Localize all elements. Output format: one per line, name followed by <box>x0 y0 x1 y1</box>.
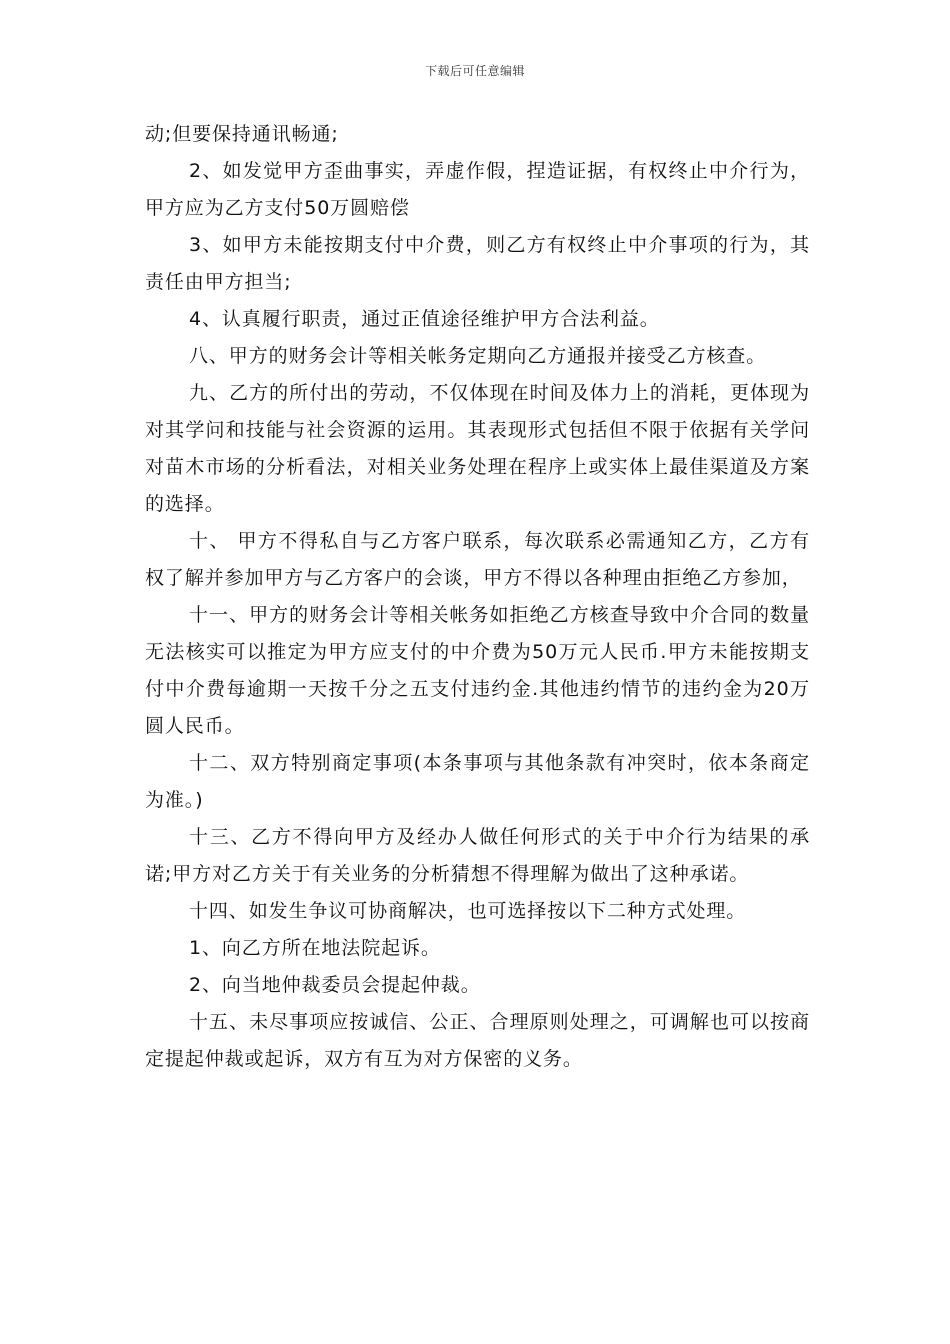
paragraph-continuation: 动;但要保持通讯畅通; <box>145 123 339 145</box>
paragraph-article-13: 十三、乙方不得向甲方及经办人做任何形式的关于中介行为结果的承诺;甲方对乙方关于有关业务的分析猜想不得理解为做出了这种承诺。 <box>145 826 810 885</box>
paragraph-clause-3: 3、如甲方未能按期支付中介费，则乙方有权终止中介事项的行为，其责任由甲方担当; <box>145 234 810 293</box>
document-body <box>145 116 810 1078</box>
paragraph-article-10: 十、 甲方不得私自与乙方客户联系，每次联系必需通知乙方，乙方有权了解并参加甲方与乙方客户的会谈，甲方不得以各种理由拒绝乙方参加， <box>145 530 810 589</box>
paragraph-article-9: 九、乙方的所付出的劳动，不仅体现在时间及体力上的消耗，更体现为对其学问和技能与社会资源的运用。其表现形式包括但不限于依据有关学问对苗木市场的分析看法，对相关业务处理在程序上或实体上最佳渠道及方案的选择。 <box>145 382 810 515</box>
paragraph-clause-2: 2、如发觉甲方歪曲事实，弄虚作假，捏造证据，有权终止中介行为，甲方应为乙方支付50万圆赔偿 <box>145 160 810 219</box>
paragraph-article-8: 八、甲方的财务会计等相关帐务定期向乙方通报并接受乙方核查。 <box>189 345 767 367</box>
paragraph-article-15: 十五、未尽事项应按诚信、公正、合理原则处理之，可调解也可以按商定提起仲裁或起诉，双方有互为对方保密的义务。 <box>145 1011 810 1070</box>
page-header: 下载后可任意编辑 <box>424 64 525 78</box>
paragraph-article-11: 十一、甲方的财务会计等相关帐务如拒绝乙方核查导致中介合同的数量无法核实可以推定为甲方应支付的中介费为50万元人民币.甲方未能按期支付中介费每逾期一天按千分之五支付违约金.其他违约情节的违约金为20万圆人民币。 <box>145 604 810 737</box>
paragraph-clause-4: 4、认真履行职责，通过正值途径维护甲方合法利益。 <box>189 308 660 330</box>
paragraph-article-14: 十四、如发生争议可协商解决，也可选择按以下二种方式处理。 <box>189 900 747 922</box>
paragraph-option-2: 2、向当地仲裁委员会提起仲裁。 <box>189 974 481 996</box>
paragraph-option-1: 1、向乙方所在地法院起诉。 <box>189 937 441 959</box>
paragraph-article-12: 十二、双方特别商定事项(本条事项与其他条款有冲突时，依本条商定为准。) <box>145 752 810 811</box>
